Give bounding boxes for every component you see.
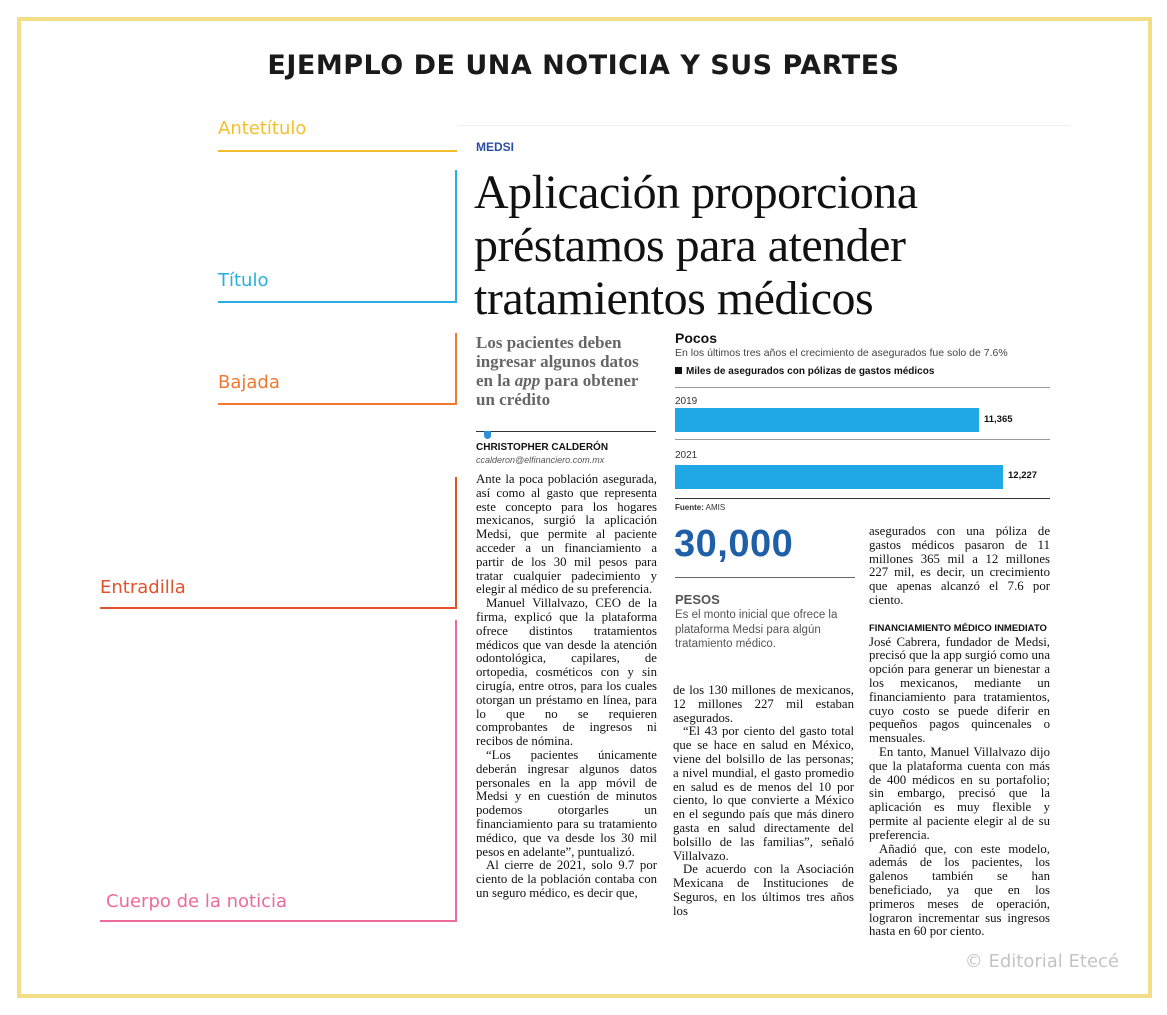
chart-divider: [675, 387, 1050, 388]
entradilla-paragraph: Ante la poca población asegurada, así como al gasto que representa este concepto para los hogares mexicanos, surgió la aplicación Medsi, que permite al paciente acceder a un financiamiento a partir de los 30 mil pesos para tratar cualquier padecimiento y elegir al médico de su preferencia.: [476, 472, 657, 597]
titulo-bracket-line: [455, 170, 457, 303]
label-antetitulo: Antetítulo: [218, 118, 307, 139]
antetitulo-guide-line: [218, 150, 457, 152]
chart-bar-2021: [675, 465, 1003, 489]
author-marker: [484, 431, 491, 439]
label-titulo: Título: [218, 270, 269, 291]
article-section-tag: MEDSI: [476, 140, 515, 154]
chart-category-2021: 2021: [675, 450, 698, 461]
big-number-rule: [675, 577, 855, 578]
body-paragraph: Manuel Villalvazo, CEO de la firma, explicó que la plataforma ofrece distintos tratamientos médicos que van desde la atención odontológica, capilares, de ortopedia, cosméticos con y sin cirugía, entre otros, para los cuales otorgan un préstamo en línea, para lo que no se requieren comprobantes de ingresos ni recibos de nómina.: [476, 596, 657, 749]
entradilla-guide-line: [100, 607, 457, 609]
copyright: © Editorial Etecé: [964, 951, 1119, 972]
chart-source: Fuente: AMIS: [675, 503, 726, 512]
body-paragraph: asegurados con una póliza de gastos médicos pasaron de 11 millones 365 mil a 12 millones 227 mil, es decir, un crecimiento que apenas alcanzó el 7.6 por ciento.: [869, 524, 1050, 607]
chart-category-2019: 2019: [675, 396, 698, 407]
bajada-bracket-line: [455, 333, 457, 405]
chart-baseline: [675, 498, 1050, 499]
chart-subtitle: En los últimos tres años el crecimiento de asegurados fue solo de 7.6%: [675, 347, 1008, 359]
body-paragraph: “Los pacientes únicamente deberán ingresar algunos datos personales en la app móvil de Medsi y en cuestión de minutos podemos otorgarles un financiamiento para su tratamiento médico, que va desde los 30 mil pesos en adelante”, puntualizó.: [476, 747, 657, 859]
article-column-3: [869, 525, 1050, 939]
article-column-1: [476, 473, 657, 901]
article-author: CHRISTOPHER CALDERÓN: [476, 442, 609, 453]
chart-value-2019: 11,365: [984, 414, 1013, 425]
chart-bar-2019: [675, 408, 979, 432]
big-number-unit: PESOS: [675, 592, 720, 607]
article-bajada: Los pacientes deben ingresar algunos datos en la app para obtener un crédito: [476, 333, 639, 409]
cuerpo-guide-line: [100, 920, 457, 922]
article-author-email: ccalderon@elfinanciero.com.mx: [476, 455, 605, 465]
chart-title: Pocos: [675, 330, 718, 346]
body-paragraph: José Cabrera, fundador de Medsi, precisó que la app surgió como una opción para generar un bienestar a los mexicanos, mediante un financiamiento para tratamientos, cuyo costo se puede diferir en pequeños pagos quincenales o mensuales.: [869, 634, 1051, 746]
label-entradilla: Entradilla: [100, 577, 186, 598]
body-paragraph: Añadió que, con este modelo, además de los pacientes, los galenos también se han beneficiado, ya que en los primeros meses de operación, lograron incrementar sus ingresos hasta en 60 por ciento.: [869, 841, 1050, 939]
label-cuerpo: Cuerpo de la noticia: [106, 891, 287, 912]
body-paragraph: “El 43 por ciento del gasto total que se hace en salud en México, viene del bolsillo de las personas; a nivel mundial, el gasto promedio en salud es de menos del 10 por ciento, lo que convierte a México en el segundo país que más dinero gasta en salud directamente del bolsillo de las familias”, señaló Villalvazo.: [673, 724, 854, 863]
article-headline: Aplicación proporciona préstamos para atender tratamientos médicos: [474, 166, 918, 325]
page-title: EJEMPLO DE UNA NOTICIA Y SUS PARTES: [267, 50, 900, 81]
body-paragraph: De acuerdo con la Asociación Mexicana de Instituciones de Seguros, en los últimos tres años los: [673, 862, 854, 918]
body-paragraph: En tanto, Manuel Villalvazo dijo que la plataforma cuenta con más de 400 médicos en su portafolio; sin embargo, precisó que la aplicación es muy flexible y permite al paciente elegir al de su preferencia.: [869, 744, 1050, 842]
cuerpo-bracket-line: [455, 620, 457, 922]
body-paragraph: de los 130 millones de mexicanos, 12 millones 227 mil estaban asegurados.: [673, 683, 854, 725]
chart-divider: [675, 439, 1050, 440]
article-column-2: [673, 684, 854, 919]
label-bajada: Bajada: [218, 372, 280, 393]
chart-value-2021: 12,227: [1008, 470, 1038, 481]
bajada-guide-line: [218, 403, 457, 405]
legend-swatch: [675, 367, 682, 374]
titulo-guide-line: [218, 301, 457, 303]
article-top-rule: [458, 125, 1070, 126]
entradilla-bracket-line: [455, 477, 457, 609]
body-paragraph: Al cierre de 2021, solo 9.7 por ciento de la población contaba con un seguro médico, es decir que,: [476, 858, 657, 900]
author-rule: [476, 431, 656, 432]
big-number-description: Es el monto inicial que ofrece la plataforma Medsi para algún tratamiento médico.: [675, 609, 838, 650]
big-number: 30,000: [674, 523, 794, 565]
chart-legend: Miles de asegurados con pólizas de gastos médicos: [675, 366, 934, 377]
article-subhead: FINANCIAMIENTO MÉDICO INMEDIATO: [869, 622, 1047, 634]
